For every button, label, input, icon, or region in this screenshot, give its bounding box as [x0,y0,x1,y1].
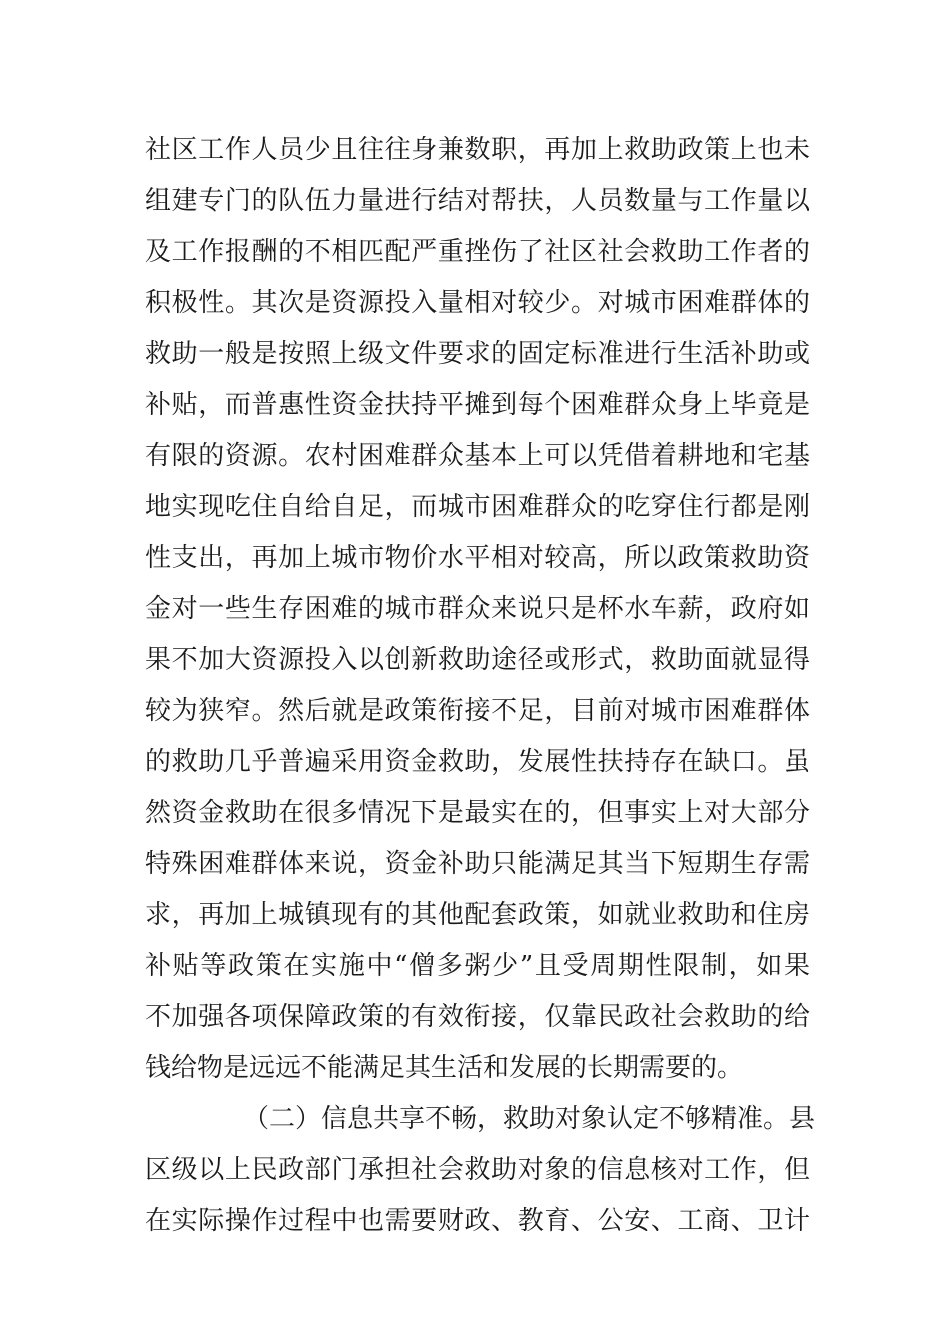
text-line: 社区工作人员少且往往身兼数职，再加上救助政策上也未 [145,135,810,165]
text-line: 积极性。其次是资源投入量相对较少。对城市困难群体的 [145,288,810,318]
text-line: 组建专门的队伍力量进行结对帮扶，人员数量与工作量以 [145,186,810,216]
text-line: 的救助几乎普遍采用资金救助，发展性扶持存在缺口。虽 [145,747,810,777]
text-line: 地实现吃住自给自足，而城市困难群众的吃穿住行都是刚 [145,492,810,522]
text-line: 特殊困难群体来说，资金补助只能满足其当下短期生存需 [145,849,810,879]
text-line: 救助一般是按照上级文件要求的固定标准进行生活补助或 [145,339,810,369]
body-text [145,125,816,1247]
text-line: 性支出，再加上城市物价水平相对较高，所以政策救助资 [145,543,810,573]
text-line: 有限的资源。农村困难群众基本上可以凭借着耕地和宅基 [145,441,810,471]
paragraph-end-line: 钱给物是远远不能满足其生活和发展的长期需要的。 [145,1053,744,1083]
text-line: 求，再加上城镇现有的其他配套政策，如就业救助和住房 [145,900,810,930]
text-line: 金对一些生存困难的城市群众来说只是杯水车薪，政府如 [145,594,810,624]
section-heading-line: （二）信息共享不畅，救助对象认定不够精准。县 [243,1104,816,1134]
text-line: 区级以上民政部门承担社会救助对象的信息核对工作，但 [145,1155,810,1185]
text-line: 然资金救助在很多情况下是最实在的，但事实上对大部分 [145,798,810,828]
text-line: 较为狭窄。然后就是政策衔接不足，目前对城市困难群体 [145,696,810,726]
text-line: 在实际操作过程中也需要财政、教育、公安、工商、卫计 [145,1206,810,1236]
text-line: 果不加大资源投入以创新救助途径或形式，救助面就显得 [145,645,810,675]
text-line: 补贴，而普惠性资金扶持平摊到每个困难群众身上毕竟是 [145,390,810,420]
text-line: 及工作报酬的不相匹配严重挫伤了社区社会救助工作者的 [145,237,810,267]
text-line: 不加强各项保障政策的有效衔接，仅靠民政社会救助的给 [145,1002,810,1032]
text-line: 补贴等政策在实施中“僧多粥少”且受周期性限制，如果 [145,951,810,981]
